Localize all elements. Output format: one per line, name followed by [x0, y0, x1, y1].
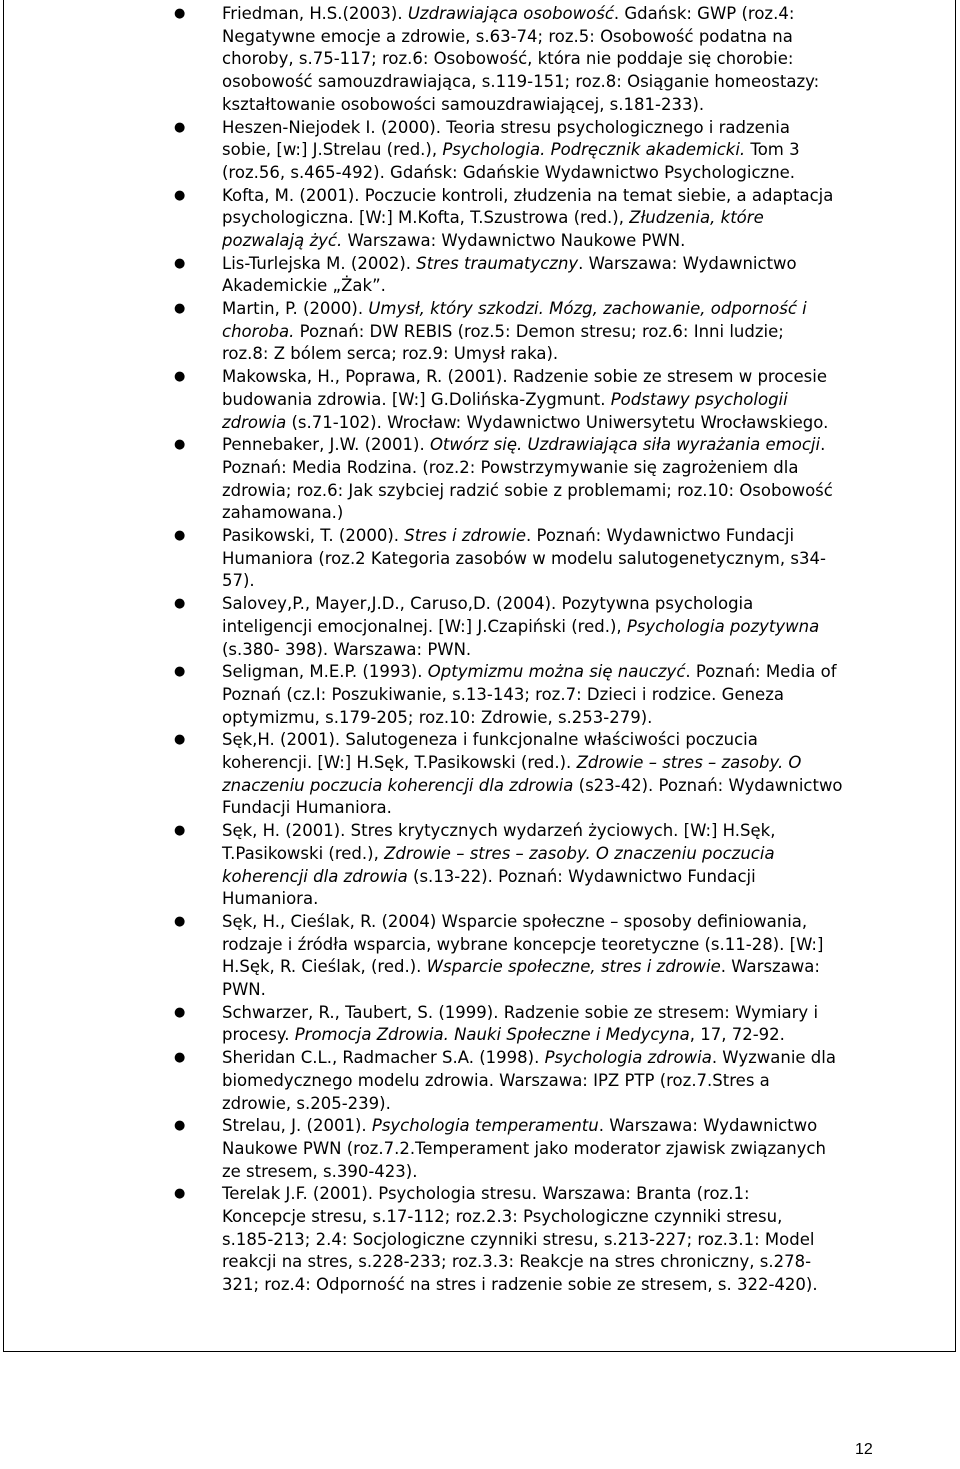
reference-line	[222, 1138, 826, 1161]
reference-line	[222, 1206, 782, 1229]
reference-text-segment: Sęk,H. (2001). Salutogeneza i funkcjonalne właściwości poczucia	[222, 730, 758, 750]
reference-text-segment: Negatywne emocje a zdrowie, s.63-74; roz.5: Osobowość podatna na	[222, 26, 793, 46]
reference-text-segment: Salovey,P., Mayer,J.D., Caruso,D. (2004). Pozytywna psychologia	[222, 594, 754, 614]
reference-text-segment: sobie, [w:] J.Strelau (red.),	[222, 140, 443, 160]
reference-line	[222, 162, 795, 185]
bullet-icon: ●	[174, 301, 186, 317]
bullet-icon: ●	[174, 823, 186, 839]
bullet-icon: ●	[174, 119, 186, 135]
reference-line	[222, 820, 775, 843]
reference-text-segment: Warszawa: Wydawnictwo Naukowe PWN.	[342, 230, 686, 250]
bullet-icon: ●	[174, 528, 186, 544]
reference-title-segment: choroba.	[222, 321, 295, 341]
reference-text-segment: roz.8: Z bólem serca; roz.9: Umysł raka).	[222, 344, 559, 364]
reference-text-segment: . Poznań: Media of	[685, 662, 837, 682]
reference-text-segment: inteligencji emocjonalnej. [W:] J.Czapiński (red.),	[222, 616, 627, 636]
reference-line	[222, 253, 797, 276]
reference-text-segment: optymizmu, s.179-205; roz.10: Zdrowie, s.253-279).	[222, 707, 653, 727]
reference-line	[222, 775, 843, 798]
reference-text-segment: choroby, s.75-117; roz.6: Osobowość, która nie poddaje się chorobie:	[222, 49, 794, 69]
reference-line	[222, 117, 790, 140]
reference-text-segment: Pasikowski, T. (2000).	[222, 526, 405, 546]
reference-line	[222, 1002, 818, 1025]
reference-text-segment: 321; roz.4: Odporność na stres i radzenie sobie ze stresem, s. 322-420).	[222, 1275, 818, 1295]
bullet-icon: ●	[174, 1050, 186, 1066]
reference-line	[222, 616, 819, 639]
reference-line	[222, 707, 652, 730]
bullet-icon: ●	[174, 369, 186, 385]
reference-line	[222, 661, 837, 684]
reference-line	[222, 1161, 417, 1184]
reference-text-segment: Strelau, J. (2001).	[222, 1116, 372, 1136]
reference-title-segment: Psychologia zdrowia	[544, 1048, 712, 1068]
reference-title-segment: koherencji dla zdrowia	[222, 866, 408, 886]
reference-title-segment: Umysł, który szkodzi. Mózg, zachowanie, odporność i	[368, 299, 807, 319]
reference-text-segment: psychologiczna. [W:] M.Kofta, T.Szustrowa (red.),	[222, 208, 630, 228]
reference-line	[222, 934, 823, 957]
reference-line	[222, 1274, 818, 1297]
reference-text-segment: . Warszawa: Wydawnictwo	[598, 1116, 818, 1136]
reference-line	[222, 570, 255, 593]
reference-text-segment: Humaniora.	[222, 889, 319, 909]
reference-line	[222, 71, 819, 94]
reference-text-segment: . Warszawa:	[720, 957, 820, 977]
reference-line	[222, 275, 386, 298]
reference-title-segment: Zdrowie – stres – zasoby. O znaczeniu poczucia	[384, 843, 775, 863]
bullet-icon: ●	[174, 6, 186, 21]
reference-line	[222, 866, 756, 889]
reference-text-segment: Schwarzer, R., Taubert, S. (1999). Radzenie sobie ze stresem: Wymiary i	[222, 1002, 819, 1022]
reference-text-segment: Heszen-Niejodek I. (2000). Teoria stresu psychologicznego i radzenia	[222, 117, 790, 137]
bullet-icon: ●	[174, 187, 186, 203]
reference-line	[222, 298, 807, 321]
reference-line	[222, 502, 343, 525]
reference-title-segment: Otwórz się. Uzdrawiająca siła wyrażania emocji	[429, 435, 821, 455]
reference-title-segment: znaczeniu poczucia koherencji dla zdrowia	[222, 775, 574, 795]
reference-line	[222, 434, 825, 457]
reference-text-segment: Pennebaker, J.W. (2001).	[222, 435, 430, 455]
reference-line	[222, 366, 827, 389]
reference-title-segment: Psychologia. Podręcznik akademicki.	[442, 140, 746, 160]
reference-text-segment: .	[820, 435, 826, 455]
reference-line	[222, 752, 801, 775]
reference-text-segment: Koncepcje stresu, s.17-112; roz.2.3: Psychologiczne czynniki stresu,	[222, 1207, 783, 1227]
reference-line	[222, 343, 558, 366]
reference-text-segment: Sęk, H., Cieślak, R. (2004) Wsparcie społeczne – sposoby definiowania,	[222, 912, 808, 931]
bullet-icon: ●	[174, 732, 186, 748]
reference-line	[222, 888, 318, 911]
reference-text-segment: zdrowie, s.205-239).	[222, 1093, 391, 1113]
reference-text-segment: Makowska, H., Poprawa, R. (2001). Radzenie sobie ze stresem w procesie	[222, 367, 827, 387]
reference-text-segment: T.Pasikowski (red.),	[222, 843, 385, 863]
reference-line	[222, 797, 392, 820]
reference-line	[222, 412, 828, 435]
reference-title-segment: Psychologia pozytywna	[626, 616, 820, 636]
reference-line	[222, 230, 685, 253]
reference-text-segment: Sęk, H. (2001). Stres krytycznych wydarzeń życiowych. [W:] H.Sęk,	[222, 821, 776, 841]
reference-line	[222, 525, 794, 548]
reference-text-segment: (s.71-102). Wrocław: Wydawnictwo Uniwersytetu Wrocławskiego.	[286, 412, 829, 432]
bullet-icon: ●	[174, 914, 186, 929]
reference-text-segment: kształtowanie osobowości samouzdrawiającej, s.181-233).	[222, 94, 705, 114]
reference-text-segment: PWN.	[222, 980, 266, 1000]
reference-text-segment: H.Sęk, R. Cieślak, (red.).	[222, 957, 427, 977]
reference-text-segment: Fundacji Humaniora.	[222, 798, 392, 818]
reference-text-segment: Lis-Turlejska M. (2002).	[222, 253, 417, 273]
reference-line	[222, 1229, 814, 1252]
reference-text-segment: Naukowe PWN (roz.7.2.Temperament jako moderator zjawisk związanych	[222, 1138, 826, 1158]
reference-text-segment: Kofta, M. (2001). Poczucie kontroli, złudzenia na temat siebie, a adaptacja	[222, 185, 834, 205]
reference-text-segment: budowania zdrowia. [W:] G.Dolińska-Zygmunt.	[222, 389, 611, 409]
reference-text-segment: Sheridan C.L., Radmacher S.A. (1998).	[222, 1048, 545, 1068]
reference-line	[222, 1093, 391, 1116]
reference-text-segment: Tom 3	[745, 140, 800, 160]
reference-line	[222, 1183, 750, 1206]
reference-line	[222, 956, 820, 979]
reference-line	[222, 979, 266, 1002]
reference-title-segment: Optymizmu można się nauczyć	[427, 662, 686, 682]
reference-line	[222, 1024, 785, 1047]
reference-title-segment: Złudzenia, które	[629, 208, 764, 228]
reference-text-segment: (roz.56, s.465-492). Gdańsk: Gdańskie Wydawnictwo Psychologiczne.	[222, 162, 796, 182]
reference-text-segment: procesy.	[222, 1025, 295, 1045]
reference-line	[222, 1047, 836, 1070]
reference-line	[222, 94, 704, 117]
reference-line	[222, 3, 794, 26]
reference-text-segment: reakcji na stres, s.228-233; roz.3.3: Reakcje na stres chroniczny, s.278-	[222, 1252, 812, 1272]
reference-text-segment: . Warszawa: Wydawnictwo	[578, 253, 797, 273]
reference-line	[222, 185, 833, 208]
reference-text-segment: . Gdańsk: GWP (roz.4:	[613, 4, 795, 23]
reference-text-segment: (s.380- 398). Warszawa: PWN.	[222, 639, 472, 659]
reference-title-segment: Stres i zdrowie	[404, 526, 527, 546]
reference-title-segment: Uzdrawiająca osobowość	[407, 4, 614, 23]
reference-text-segment: , 17, 72-92.	[689, 1025, 785, 1045]
reference-line	[222, 48, 793, 71]
reference-line	[222, 207, 764, 230]
reference-text-segment: biomedycznego modelu zdrowia. Warszawa: IPZ PTP (roz.7.Stres a	[222, 1070, 770, 1090]
bullet-icon: ●	[174, 1118, 186, 1134]
reference-line	[222, 684, 784, 707]
reference-text-segment: koherencji. [W:] H.Sęk, T.Pasikowski (red.).	[222, 753, 577, 773]
reference-text-segment: zahamowana.)	[222, 503, 344, 523]
reference-line	[222, 1070, 770, 1093]
reference-line	[222, 321, 784, 344]
bullet-icon: ●	[174, 1004, 186, 1020]
reference-text-segment: zdrowia; roz.6: Jak szybciej radzić sobie z problemami; roz.10: Osobowość	[222, 480, 833, 500]
reference-title-segment: Stres traumatyczny	[416, 253, 579, 273]
bullet-icon: ●	[174, 255, 186, 271]
reference-title-segment: Zdrowie – stres – zasoby. O	[576, 753, 802, 773]
reference-line	[222, 1251, 811, 1274]
reference-title-segment: Psychologia temperamentu	[371, 1116, 599, 1136]
reference-title-segment: zdrowia	[222, 412, 287, 432]
reference-text-segment: Humaniora (roz.2 Kategoria zasobów w modelu salutogenetycznym, s34-	[222, 548, 826, 568]
reference-line	[222, 593, 753, 616]
reference-line	[222, 457, 798, 480]
reference-line	[222, 480, 833, 503]
reference-text-segment: Friedman, H.S.(2003).	[222, 4, 408, 23]
reference-text-segment: 57).	[222, 571, 255, 591]
reference-title-segment: pozwalają żyć.	[222, 230, 343, 250]
reference-text-segment: . Poznań: Wydawnictwo Fundacji	[526, 526, 795, 546]
reference-title-segment: Wsparcie społeczne, stres i zdrowie	[426, 957, 721, 977]
reference-text-segment: Poznań: Media Rodzina. (roz.2: Powstrzymywanie się zagrożeniem dla	[222, 457, 799, 477]
reference-text-segment: Poznań: DW REBIS (roz.5: Demon stresu; roz.6: Inni ludzie;	[294, 321, 784, 341]
bullet-icon: ●	[174, 437, 186, 453]
reference-text-segment: Poznań (cz.I: Poszukiwanie, s.13-143; roz.7: Dzieci i rodzice. Geneza	[222, 684, 784, 704]
reference-text-segment: (s23-42). Poznań: Wydawnictwo	[573, 775, 843, 795]
reference-title-segment: Podstawy psychologii	[610, 389, 788, 409]
reference-line	[222, 911, 807, 934]
reference-line	[222, 843, 775, 866]
reference-text-segment: . Wyzwanie dla	[711, 1048, 836, 1068]
page-number: 12	[855, 1441, 873, 1458]
reference-line	[222, 26, 793, 49]
reference-text-segment: Seligman, M.E.P. (1993).	[222, 662, 428, 682]
reference-text-segment: s.185-213; 2.4: Socjologiczne czynniki stresu, s.213-227; roz.3.1: Model	[222, 1229, 815, 1249]
reference-line	[222, 1115, 817, 1138]
bullet-icon: ●	[174, 664, 186, 680]
reference-text-segment: (s.13-22). Poznań: Wydawnictwo Fundacji	[407, 866, 756, 886]
reference-text-segment: Martin, P. (2000).	[222, 299, 369, 319]
reference-line	[222, 389, 788, 412]
bullet-icon: ●	[174, 1186, 186, 1202]
reference-text-segment: osobowość samouzdrawiająca, s.119-151; roz.8: Osiąganie homeostazy:	[222, 72, 820, 92]
reference-line	[222, 639, 471, 662]
reference-text-segment: Akademickie „Żak”.	[222, 276, 386, 296]
reference-text-segment: ze stresem, s.390-423).	[222, 1161, 418, 1181]
reference-title-segment: Promocja Zdrowia. Nauki Społeczne i Medycyna	[294, 1025, 690, 1045]
reference-text-segment: rodzaje i źródła wsparcia, wybrane koncepcje teoretyczne (s.11-28). [W:]	[222, 934, 824, 954]
bullet-icon: ●	[174, 596, 186, 612]
reference-line	[222, 139, 800, 162]
reference-line	[222, 729, 758, 752]
reference-line	[222, 548, 826, 571]
reference-text-segment: Terelak J.F. (2001). Psychologia stresu. Warszawa: Branta (roz.1:	[222, 1184, 750, 1204]
